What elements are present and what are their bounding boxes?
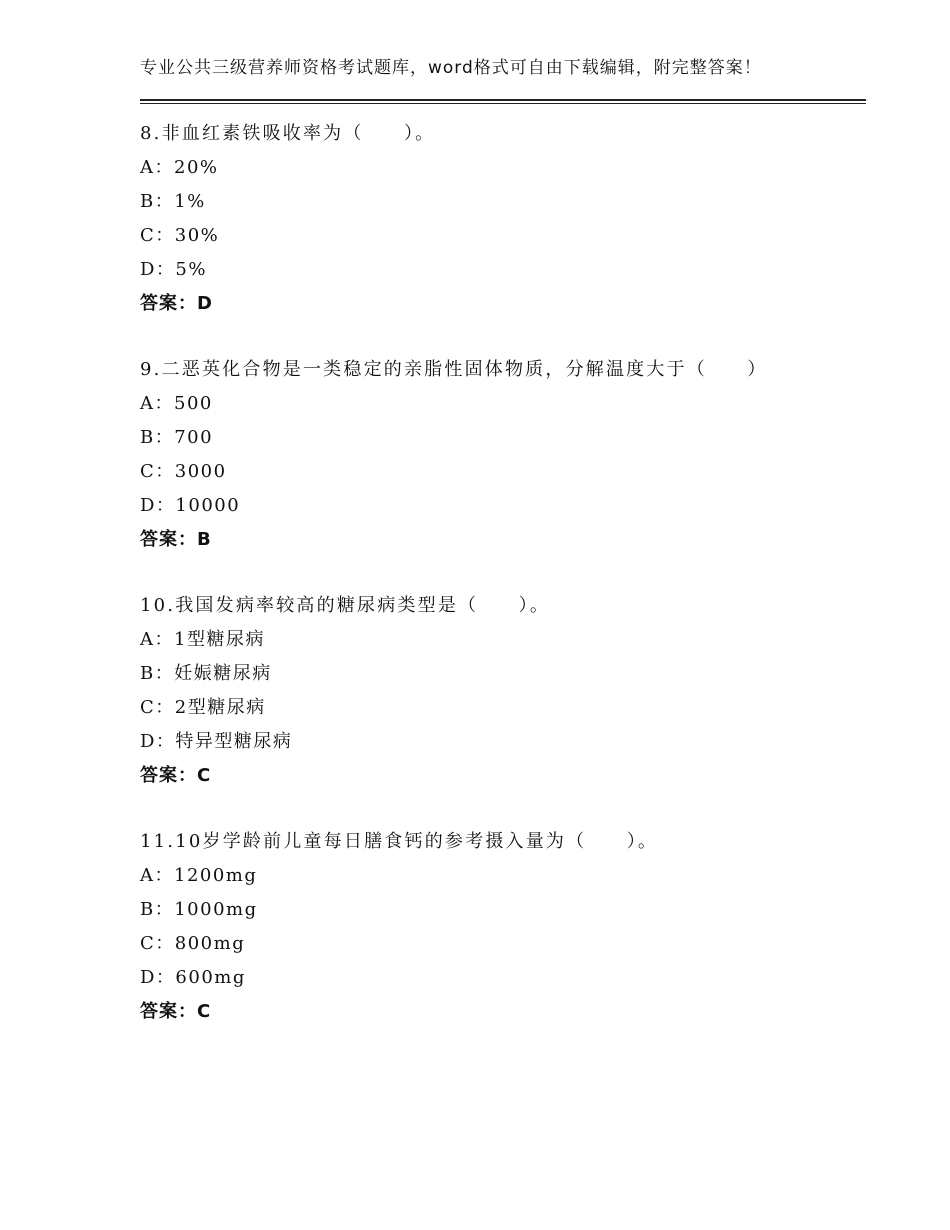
- question-text: 8.非血红素铁吸收率为（ ）。: [140, 123, 436, 144]
- option-d: D：10000: [140, 495, 241, 516]
- header-rule-thin: [140, 103, 866, 104]
- option-d: D：5%: [140, 259, 207, 280]
- answer-label: 答案：D: [140, 293, 213, 314]
- option-a: A：1型糖尿病: [140, 629, 265, 650]
- answer-label: 答案：C: [140, 765, 212, 786]
- answer-label: 答案：B: [140, 529, 212, 550]
- question-9: [140, 353, 860, 557]
- option-c: C：30%: [140, 225, 220, 246]
- option-c: C：2型糖尿病: [140, 697, 266, 718]
- option-a: A：500: [140, 393, 213, 414]
- option-b: B：妊娠糖尿病: [140, 663, 272, 684]
- option-b: B：1000mg: [140, 899, 258, 920]
- option-b: B：700: [140, 427, 214, 448]
- question-text: 10.我国发病率较高的糖尿病类型是（ ）。: [140, 595, 551, 616]
- option-a: A：1200mg: [140, 865, 258, 886]
- answer-label: 答案：C: [140, 1001, 212, 1022]
- document-header: 专业公共三级营养师资格考试题库，word格式可自由下载编辑，附完整答案！: [140, 58, 762, 78]
- option-a: A：20%: [140, 157, 219, 178]
- question-11: [140, 825, 860, 1029]
- question-text: 11.10岁学龄前儿童每日膳食钙的参考摄入量为（ ）。: [140, 831, 659, 852]
- header-rule-thick: [140, 99, 866, 101]
- option-d: D：600mg: [140, 967, 246, 988]
- option-b: B：1%: [140, 191, 206, 212]
- option-d: D：特异型糖尿病: [140, 731, 293, 752]
- option-c: C：800mg: [140, 933, 246, 954]
- question-8: [140, 117, 860, 321]
- question-text: 9.二恶英化合物是一类稳定的亲脂性固体物质，分解温度大于（ ）: [140, 359, 768, 380]
- option-c: C：3000: [140, 461, 227, 482]
- question-list: [140, 117, 860, 1061]
- question-10: [140, 589, 860, 793]
